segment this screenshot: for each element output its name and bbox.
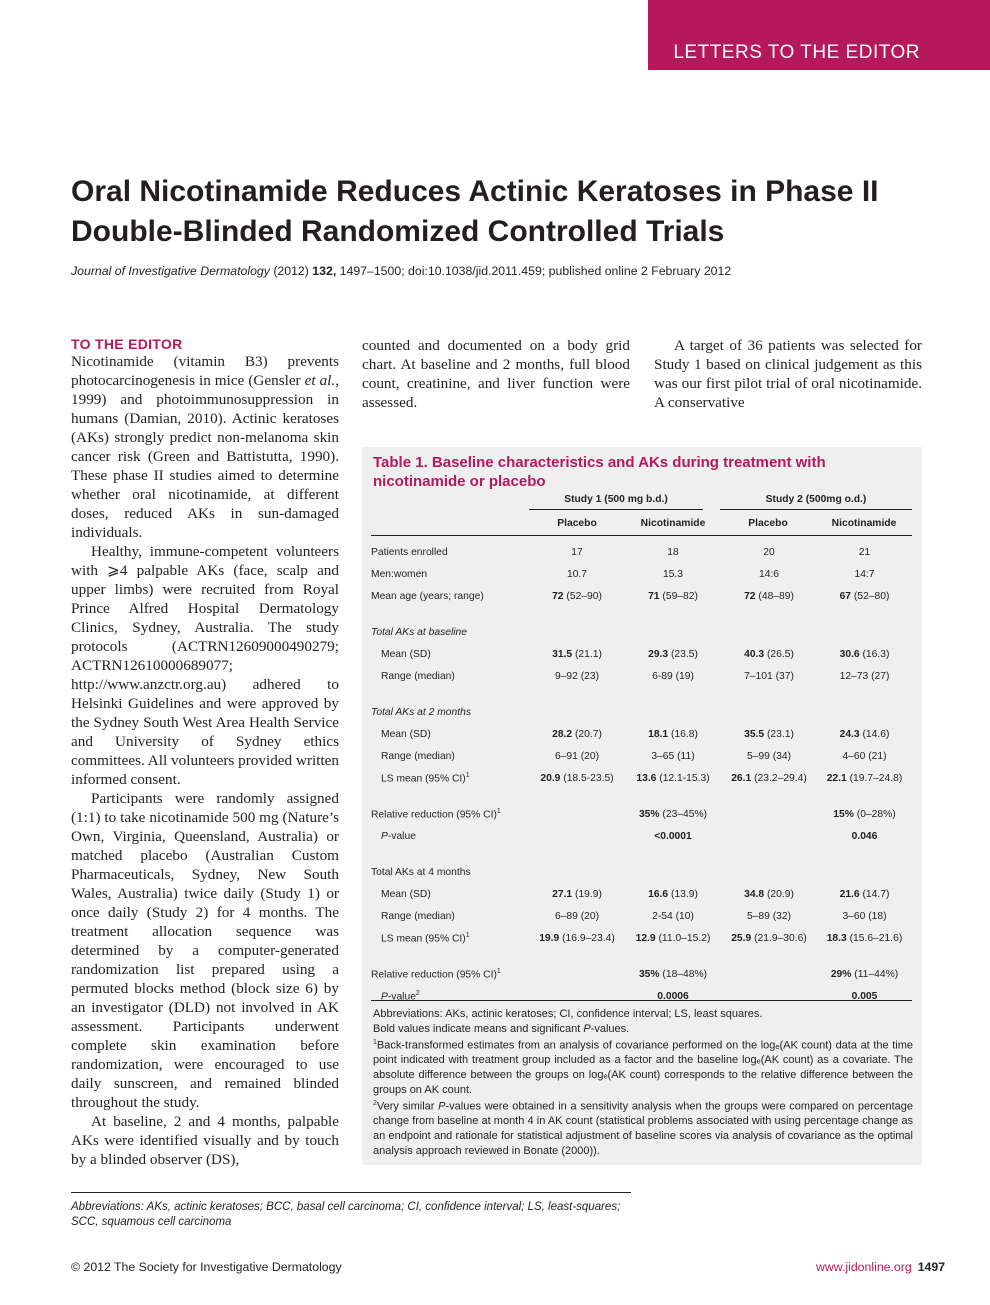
table-footnotes xyxy=(373,1007,913,1158)
cell-rest: (21.9–30.6) xyxy=(751,932,807,944)
table-cell xyxy=(817,883,912,905)
table-row xyxy=(371,927,912,949)
cell-bold: 35% xyxy=(638,968,660,980)
cell-rest: (19.7–24.8) xyxy=(846,772,903,784)
table-cell xyxy=(625,767,721,789)
cell-rest: (18.5-23.5) xyxy=(560,772,614,784)
citation-year: (2012) xyxy=(269,264,313,278)
cell-bold: 16.6 xyxy=(648,888,669,900)
table-row xyxy=(371,745,912,767)
table-cell: 3–60 (18) xyxy=(842,910,887,922)
cell-bold: 13.6 xyxy=(636,772,657,784)
table-row xyxy=(371,985,912,1007)
cell-rest: (23–45%) xyxy=(659,808,708,820)
table-row xyxy=(371,621,912,643)
body-column-1 xyxy=(71,336,339,1169)
row-label: Mean (SD) xyxy=(381,728,431,740)
table-cell xyxy=(817,963,912,985)
table-cell: 6–89 (20) xyxy=(554,910,600,922)
row-label: Mean age (years; range) xyxy=(371,590,484,602)
cell-rest: (11–44%) xyxy=(851,968,899,980)
cell-bold: 67 xyxy=(839,590,852,602)
row-label: Mean (SD) xyxy=(381,648,431,660)
table-title: Table 1. Baseline characteristics and AKs during treatment with nicotinamide or placebo xyxy=(373,454,826,490)
paragraph-col2: counted and documented on a body grid chart. At baseline and 2 months, full blood count, creatinine, and liver function were assessed. xyxy=(362,337,630,411)
table-cell xyxy=(625,803,721,825)
cell-rest: (52–80) xyxy=(851,590,890,602)
paragraph-1-text-b: , 1999) and photoimmunosuppression in humans (Damian, 2010). Actinic keratoses (AKs) strongly predict non-melanoma skin cancer risk (Green and Battistutta, 1990). These phase II studies aimed to determine whether oral nicotinamide, at different doses, reduced AKs in sun-damaged individuals. xyxy=(71,372,339,541)
table-cell: 10.7 xyxy=(566,568,588,580)
p-italic: P xyxy=(438,1100,446,1113)
table-cell: 5–99 (34) xyxy=(746,750,792,762)
table-cell xyxy=(817,767,912,789)
table-cell xyxy=(529,767,625,789)
row-label-text: LS mean (95% CI) xyxy=(381,933,466,945)
cell-rest: (19.9) xyxy=(572,888,602,900)
cell-rest: (48–89) xyxy=(755,590,794,602)
study2-underline xyxy=(720,509,912,510)
study1-nicotinamide-header: Nicotinamide xyxy=(640,518,706,529)
study1-placebo-header: Placebo xyxy=(557,518,597,529)
table-cell: 12–73 (27) xyxy=(839,670,890,682)
table-cell xyxy=(529,643,625,665)
journal-name: Journal of Investigative Dermatology xyxy=(71,264,270,278)
footnote-text: -values. xyxy=(590,1022,630,1035)
row-label xyxy=(371,985,529,1007)
table-cell: 17 xyxy=(571,546,583,558)
row-label-text: Relative reduction (95% CI) xyxy=(371,969,497,981)
table-cell xyxy=(721,927,817,949)
table-row xyxy=(371,767,912,789)
row-label: Range (median) xyxy=(381,910,455,922)
journal-url[interactable]: www.jidonline.org xyxy=(816,1260,912,1274)
table-row xyxy=(371,541,912,563)
row-label xyxy=(371,963,529,985)
table-1-box xyxy=(362,447,922,1165)
abbreviations-rule xyxy=(71,1192,631,1193)
table-cell: 6-89 (19) xyxy=(652,670,694,682)
section-header-bar xyxy=(648,0,990,70)
cell-bold: 28.2 xyxy=(552,728,573,740)
cell-bold: 21.6 xyxy=(839,888,860,900)
cell-bold: 35% xyxy=(638,808,660,820)
study1-underline xyxy=(529,509,703,510)
row-label: Patients enrolled xyxy=(371,546,448,558)
cell-bold: 31.5 xyxy=(552,648,573,660)
table-cell: 0.046 xyxy=(851,830,878,842)
table-cell: 15.3 xyxy=(662,568,684,580)
cell-bold: 22.1 xyxy=(826,772,847,784)
paragraph-col3: A target of 36 patients was selected for Study 1 based on clinical judgement as this was our first pilot trial of oral nicotinamide. A conservative xyxy=(654,337,922,411)
study2-header: Study 2 (500mg o.d.) xyxy=(765,494,867,505)
table-cell xyxy=(817,723,912,745)
paragraph-3: Participants were randomly assigned (1:1) to take nicotinamide 500 mg (Nature’s Own, Virginia, Queensland, Australia) or matched placebo (Australian Custom Pharmaceuticals, Sydney, New South Wales, Australia) twice daily (Study 1) or once daily (Study 2) for 4 months. The treatment allocation sequence was determined by a computer-generated randomization list prepared using a permuted blocks method (block size 6) by an investigator (DLD) not involved in AK assessment. Participants underwent complete skin examination before randomization, were encouraged to use daily sunscreen, and remained blinded throughout the study. xyxy=(71,790,339,1111)
table-cell xyxy=(529,723,625,745)
cell-rest: (16.9–23.4) xyxy=(559,932,615,944)
footnote-text: Very similar xyxy=(376,1100,439,1113)
cell-bold: 29.3 xyxy=(648,648,669,660)
p-italic: P xyxy=(583,1022,591,1035)
footnote-text: -values were obtained in a sensitivity analysis when the groups were compared on percentage change from baseline at month 4 in AK count (statistical problems associated with using percentage change as an endpoint and rationale for statistical adjustment of baseline scores via analysis of covariance as the optimal analysis approach reviewed in Bonate (2000)). xyxy=(373,1100,913,1157)
row-label xyxy=(371,803,529,825)
row-label xyxy=(371,927,529,949)
study2-nicotinamide-header: Nicotinamide xyxy=(831,518,897,529)
row-label: Men:women xyxy=(371,568,428,580)
table-row xyxy=(371,803,912,825)
cell-bold: 12.9 xyxy=(635,932,656,944)
row-label xyxy=(371,825,529,847)
cell-rest: (16.8) xyxy=(668,728,698,740)
row-label-text: -value xyxy=(387,830,416,842)
body-column-2 xyxy=(362,336,630,412)
section-header-label: LETTERS TO THE EDITOR xyxy=(673,42,920,63)
table-cell: 6–91 (20) xyxy=(554,750,600,762)
cell-bold: 18.1 xyxy=(648,728,669,740)
table-cell: 7–101 (37) xyxy=(744,670,794,682)
footnote-bold xyxy=(373,1022,913,1037)
table-row xyxy=(371,701,912,723)
group-heading: Total AKs at baseline xyxy=(371,626,467,638)
row-label: Range (median) xyxy=(381,670,455,682)
cell-rest: (14.6) xyxy=(859,728,890,740)
footnote-ref: 2 xyxy=(415,989,420,997)
cell-rest: (21.1) xyxy=(572,648,602,660)
table-cell xyxy=(529,585,625,607)
row-label-text: LS mean (95% CI) xyxy=(381,773,466,785)
table-cell: 18 xyxy=(667,546,679,558)
row-label: Range (median) xyxy=(381,750,455,762)
table-row xyxy=(371,905,912,927)
cell-rest: (14.7) xyxy=(859,888,890,900)
paragraph-2: Healthy, immune-competent volunteers with ⩾4 palpable AKs (face, scalp and upper limbs) were recruited from Royal Prince Alfred Hospital Dermatology Clinics, Sydney, Australia. The study protocols (ACTRN12609000490279; ACTRN12610000689077; http://www.anzctr.org.au) adhered to Helsinki Guidelines and were approved by the Sydney South West Area Health Service and University of Sydney ethics committees. All volunteers provided written informed consent. xyxy=(71,543,339,788)
cell-bold: 34.8 xyxy=(744,888,765,900)
cell-rest: (20.9) xyxy=(764,888,794,900)
table-row xyxy=(371,883,912,905)
table-row xyxy=(371,723,912,745)
footnote-text: Bold values indicate means and significant xyxy=(373,1022,584,1035)
row-label xyxy=(371,767,529,789)
citation-rest: 1497–1500; doi:10.1038/jid.2011.459; published online 2 February 2012 xyxy=(336,264,732,278)
group-heading: Total AKs at 2 months xyxy=(371,706,471,718)
table-cell xyxy=(529,927,625,949)
table-cell: <0.0001 xyxy=(654,830,692,842)
page-number: 1497 xyxy=(917,1260,946,1274)
citation-line xyxy=(71,264,931,278)
p-italic: P xyxy=(381,991,388,1003)
paragraph-1 xyxy=(71,352,339,542)
table-cell xyxy=(817,803,912,825)
table-cell: 21 xyxy=(858,546,871,558)
table-cell xyxy=(625,643,721,665)
row-label: Mean (SD) xyxy=(381,888,431,900)
header-rule xyxy=(371,535,912,536)
cell-rest: (23.2–29.4) xyxy=(751,772,807,784)
cell-bold: 30.6 xyxy=(839,648,860,660)
page-footer-right xyxy=(816,1260,945,1274)
cell-rest: (16.3) xyxy=(859,648,890,660)
footnote-marker: 2 xyxy=(373,1100,377,1108)
cell-rest: (18–48%) xyxy=(659,968,708,980)
cell-bold: 20.9 xyxy=(540,772,561,784)
cell-rest: (20.7) xyxy=(572,728,602,740)
paragraph-1-text-a: Nicotinamide (vitamin B3) prevents photocarcinogenesis in mice (Gensler xyxy=(71,353,339,389)
study2-placebo-header: Placebo xyxy=(748,518,788,529)
cell-bold: 25.9 xyxy=(731,932,752,944)
abbreviations-footnote: Abbreviations: AKs, actinic keratoses; BCC, basal cell carcinoma; CI, confidence interval; LS, least-squares; SCC, squamous cell carcinoma xyxy=(71,1201,621,1228)
cell-rest: (52–90) xyxy=(563,590,602,602)
cell-bold: 24.3 xyxy=(839,728,860,740)
cell-rest: (15.6–21.6) xyxy=(846,932,903,944)
table-cell: 4–60 (21) xyxy=(842,750,887,762)
row-label-text: Relative reduction (95% CI) xyxy=(371,809,497,821)
paragraph-4: At baseline, 2 and 4 months, palpable AKs were identified visually and by touch by a blinded observer (DS), xyxy=(71,1113,339,1168)
table-cell xyxy=(625,927,721,949)
table-row xyxy=(371,643,912,665)
cell-bold: 27.1 xyxy=(552,888,573,900)
footnote-ref: 1 xyxy=(496,967,501,975)
cell-bold: 29% xyxy=(830,968,852,980)
cell-bold: 26.1 xyxy=(731,772,752,784)
cell-rest: (0–28%) xyxy=(853,808,896,820)
section-heading: TO THE EDITOR xyxy=(71,336,183,352)
cell-rest: (26.5) xyxy=(764,648,794,660)
table-cell: 9–92 (23) xyxy=(554,670,600,682)
table-row xyxy=(371,563,912,585)
table-cell: 3–65 (11) xyxy=(651,750,695,762)
table-cell xyxy=(625,723,721,745)
table-cell xyxy=(625,585,721,607)
cell-rest: (23.5) xyxy=(668,648,698,660)
table-cell: 5–89 (32) xyxy=(746,910,792,922)
table-row xyxy=(371,861,912,883)
footnote-1 xyxy=(373,1036,913,1097)
cell-bold: 35.5 xyxy=(744,728,765,740)
table-row xyxy=(371,665,912,687)
copyright: © 2012 The Society for Investigative Dermatology xyxy=(71,1260,342,1274)
table-cell: 0.005 xyxy=(851,990,878,1002)
footnote-ref: 1 xyxy=(465,771,470,779)
table-cell xyxy=(721,723,817,745)
table-1 xyxy=(371,541,912,1007)
cell-rest: (12.1-15.3) xyxy=(656,772,710,784)
footnote-ref: 1 xyxy=(465,931,470,939)
table-cell xyxy=(721,643,817,665)
footnote-text: Back-transformed estimates from an analysis of covariance performed on the logₑ(AK count) data at the time point indicated with treatment group included as a factor and the baseline logₑ(AK count) as a covariate. The absolute difference between the groups on logₑ(AK count) corresponds to the relative difference between the groups on AK count. xyxy=(373,1039,913,1096)
cell-bold: 15% xyxy=(833,808,854,820)
footnote-abbr: Abbreviations: AKs, actinic keratoses; CI, confidence interval; LS, least squares. xyxy=(373,1008,763,1020)
cell-bold: 19.9 xyxy=(539,932,560,944)
cell-rest: (13.9) xyxy=(668,888,698,900)
article-title: Oral Nicotinamide Reduces Actinic Keratoses in Phase II Double-Blinded Randomized Controlled Trials xyxy=(71,175,879,248)
table-cell xyxy=(529,883,625,905)
table-cell: 0.0006 xyxy=(657,990,689,1002)
cell-rest: (23.1) xyxy=(764,728,794,740)
table-cell: 14:6 xyxy=(758,568,780,580)
table-row xyxy=(371,825,912,847)
table-cell xyxy=(625,883,721,905)
cell-bold: 71 xyxy=(648,590,660,602)
footnote-marker: 1 xyxy=(373,1039,377,1047)
cell-rest: (59–82) xyxy=(659,590,698,602)
table-row xyxy=(371,585,912,607)
table-cell xyxy=(817,585,912,607)
table-row xyxy=(371,963,912,985)
table-cell xyxy=(625,963,721,985)
table-cell xyxy=(817,643,912,665)
study1-header: Study 1 (500 mg b.d.) xyxy=(564,494,668,505)
cell-rest: (11.0–15.2) xyxy=(655,932,711,944)
p-italic: P xyxy=(381,830,388,842)
table-cell xyxy=(721,767,817,789)
table-cell: 14:7 xyxy=(854,568,875,580)
row-label-text: -value xyxy=(387,991,416,1003)
group-heading: Total AKs at 4 months xyxy=(371,866,471,878)
table-cell xyxy=(721,585,817,607)
table-cell: 20 xyxy=(763,546,775,558)
cell-bold: 18.3 xyxy=(826,932,847,944)
table-cell xyxy=(721,883,817,905)
cell-bold: 72 xyxy=(552,590,564,602)
citation-volume: 132, xyxy=(312,264,337,278)
footnote-2 xyxy=(373,1097,913,1158)
paragraph-1-etal: et al. xyxy=(304,372,336,389)
table-cell: 2-54 (10) xyxy=(652,910,694,922)
footnote-ref: 1 xyxy=(496,807,501,815)
cell-bold: 40.3 xyxy=(744,648,765,660)
cell-bold: 72 xyxy=(744,590,756,602)
table-cell xyxy=(817,927,912,949)
body-column-3 xyxy=(654,336,922,412)
